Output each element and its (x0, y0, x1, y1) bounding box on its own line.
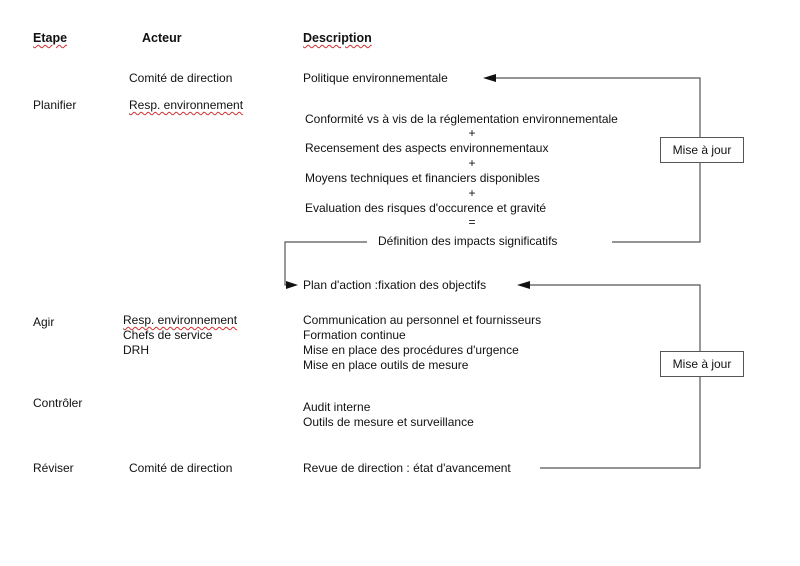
description-audit-interne: Audit interne (303, 400, 371, 414)
etape-reviser: Réviser (33, 461, 74, 475)
equals-sign: = (468, 215, 476, 229)
description-revue-direction: Revue de direction : état d'avancement (303, 461, 511, 475)
description-procedures-urgence: Mise en place des procédures d'urgence (303, 343, 519, 357)
plus-sign: + (468, 156, 476, 170)
header-etape: Etape (33, 31, 68, 45)
description-politique: Politique environnementale (303, 71, 448, 85)
description-evaluation: Evaluation des risques d'occurence et gravité (305, 201, 547, 215)
description-communication: Communication au personnel et fournisseurs (303, 313, 542, 327)
description-formation: Formation continue (303, 328, 406, 342)
description-outils-mesure: Mise en place outils de mesure (303, 358, 469, 372)
mise-a-jour-box-lower: Mise à jour (660, 351, 744, 377)
acteur-text: Resp. environnement (123, 313, 238, 327)
etape-controler: Contrôler (33, 396, 83, 410)
header-description: Description (303, 31, 372, 45)
description-conformite: Conformité vs à vis de la réglementation environnementale (305, 112, 618, 126)
mise-a-jour-box-upper: Mise à jour (660, 137, 744, 163)
acteur-resp-environnement (129, 98, 243, 112)
header-acteur: Acteur (142, 31, 182, 45)
acteur-comite-direction: Comité de direction (129, 71, 233, 85)
description-recensement: Recensement des aspects environnementaux (305, 141, 549, 155)
acteur-comite-direction-reviser: Comité de direction (129, 461, 233, 475)
arrow-to-plan-left (286, 281, 298, 289)
arrow-to-politique (483, 74, 496, 82)
description-definition-impacts: Définition des impacts significatifs (378, 234, 558, 248)
etape-planifier: Planifier (33, 98, 77, 112)
etape-agir: Agir (33, 315, 55, 329)
plus-sign: + (468, 126, 476, 140)
plus-sign: + (468, 186, 476, 200)
description-moyens: Moyens techniques et financiers disponibles (305, 171, 540, 185)
arrow-to-plan-right (517, 281, 530, 289)
acteur-chefs-service: Chefs de service (123, 328, 213, 342)
description-plan-action: Plan d'action :fixation des objectifs (303, 278, 487, 292)
acteur-drh: DRH (123, 343, 149, 357)
acteur-resp-environnement-agir (123, 313, 237, 327)
acteur-text: Resp. environnement (129, 98, 244, 112)
description-outils-surveillance: Outils de mesure et surveillance (303, 415, 474, 429)
